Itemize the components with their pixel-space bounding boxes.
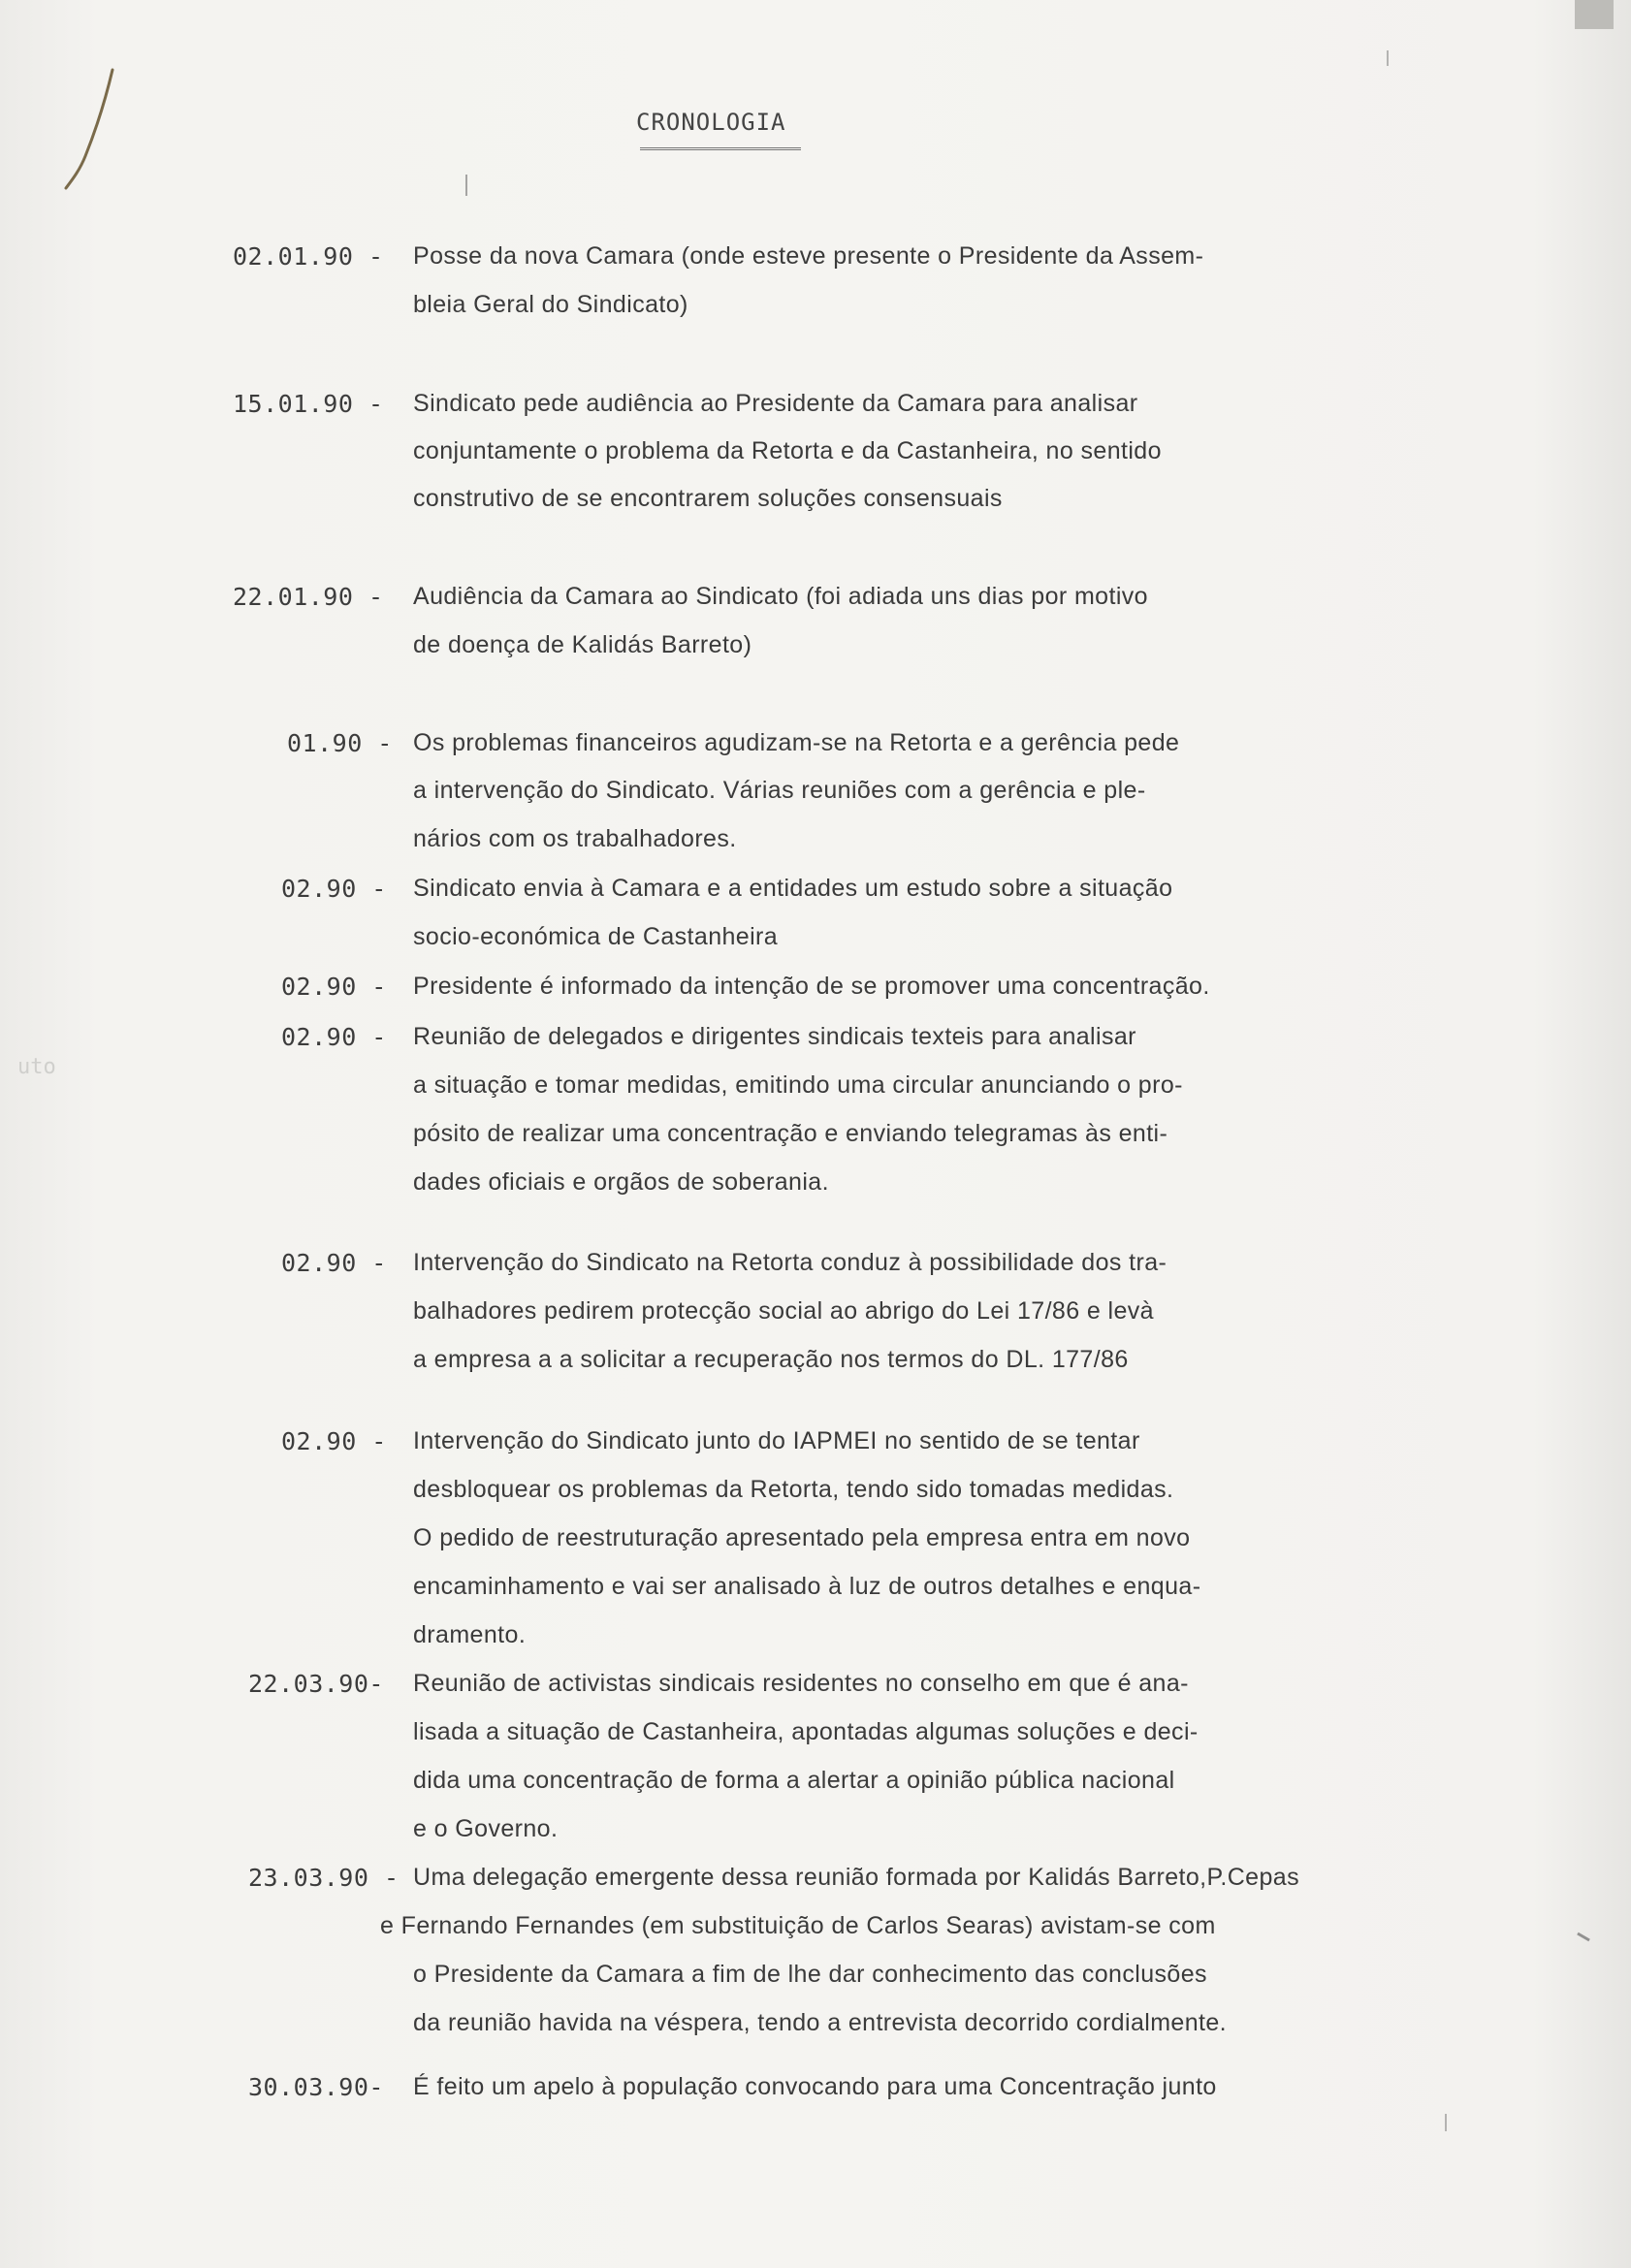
entry-date: 23.03.90 - [248,1864,400,1892]
entry-line: Reunião de delegados e dirigentes sindicais texteis para analisar [413,1023,1136,1050]
entry-date: 15.01.90 - [233,390,384,418]
entry-date: 01.90 - [287,729,393,757]
entry-date: 22.03.90- [248,1670,384,1698]
entry-line: e Fernando Fernandes (em substituição de Carlos Searas) avistam-se com [380,1912,1216,1939]
entry-line: Os problemas financeiros agudizam-se na Retorta e a gerência pede [413,729,1180,756]
entry-line: o Presidente da Camara a fim de lhe dar conhecimento das conclusões [413,1961,1207,1988]
entry-date: 02.90 - [281,1249,387,1277]
entry-line: Reunião de activistas sindicais residentes no conselho em que é ana- [413,1670,1189,1697]
entry-line: Presidente é informado da intenção de se promover uma concentração. [413,973,1210,1000]
entry-line: Sindicato envia à Camara e a entidades um estudo sobre a situação [413,875,1173,902]
entry-line: encaminhamento e vai ser analisado à luz de outros detalhes e enqua- [413,1573,1201,1600]
entry-line: construtivo de se encontrarem soluções consensuais [413,485,1003,512]
entry-line: O pedido de reestruturação apresentado pela empresa entra em novo [413,1524,1191,1551]
stray-mark [465,175,467,196]
pencil-stroke-mark [56,64,124,190]
entry-line: dramento. [413,1621,527,1648]
entry-line: da reunião havida na véspera, tendo a entrevista decorrido cordialmente. [413,2009,1228,2036]
entry-line: desbloquear os problemas da Retorta, tendo sido tomadas medidas. [413,1476,1174,1503]
entry-line: dida uma concentração de forma a alertar a opinião pública nacional [413,1767,1175,1794]
entry-line: socio-económica de Castanheira [413,923,779,950]
document-title: CRONOLOGIA [636,109,786,136]
entry-line: bleia Geral do Sindicato) [413,291,688,318]
entry-line: Audiência da Camara ao Sindicato (foi adiada uns dias por motivo [413,583,1148,610]
entry-date: 02.01.90 - [233,242,384,271]
entry-line: e o Governo. [413,1815,559,1842]
entry-date: 02.90 - [281,1023,387,1051]
entry-date: 02.90 - [281,1427,387,1455]
entry-line: nários com os trabalhadores. [413,825,737,852]
stray-mark [1445,2114,1447,2131]
entry-date: 22.01.90 - [233,583,384,611]
entry-date: 02.90 - [281,875,387,903]
entry-line: a empresa a a solicitar a recuperação nos termos do DL. 177/86 [413,1346,1129,1373]
stray-mark [1387,50,1389,66]
entry-line: Posse da nova Camara (onde esteve presente o Presidente da Assem- [413,242,1204,270]
entry-line: Intervenção do Sindicato na Retorta conduz à possibilidade dos tra- [413,1249,1167,1276]
entry-line: balhadores pedirem protecção social ao abrigo do Lei 17/86 e levà [413,1297,1154,1325]
entry-line: a intervenção do Sindicato. Várias reuniões com a gerência e ple- [413,777,1146,804]
entry-line: Uma delegação emergente dessa reunião formada por Kalidás Barreto,P.Cepas [413,1864,1299,1891]
entry-line: conjuntamente o problema da Retorta e da Castanheira, no sentido [413,437,1162,464]
bleed-through-text: uto [17,1055,56,1079]
corner-mark [1575,0,1614,29]
entry-date: 02.90 - [281,973,387,1001]
entry-date: 30.03.90- [248,2073,384,2101]
entry-line: pósito de realizar uma concentração e enviando telegramas às enti- [413,1120,1168,1147]
stray-mark [1577,1933,1590,1942]
entry-line: a situação e tomar medidas, emitindo uma circular anunciando o pro- [413,1071,1183,1099]
entry-line: de doença de Kalidás Barreto) [413,631,752,658]
entry-line: dades oficiais e orgãos de soberania. [413,1168,829,1196]
entry-line: Intervenção do Sindicato junto do IAPMEI no sentido de se tentar [413,1427,1140,1454]
entry-line: lisada a situação de Castanheira, apontadas algumas soluções e deci- [413,1718,1199,1745]
entry-line: Sindicato pede audiência ao Presidente da Camara para analisar [413,390,1138,417]
entry-line: É feito um apelo à população convocando para uma Concentração junto [413,2073,1217,2100]
title-underline [640,147,801,150]
